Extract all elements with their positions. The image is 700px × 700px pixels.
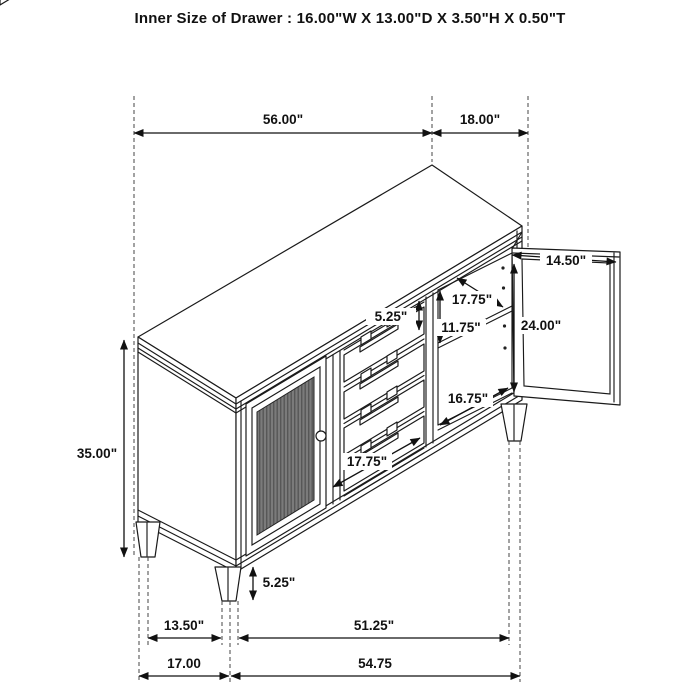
page-title: Inner Size of Drawer : 16.00"W X 13.00"D X 3.50"H X 0.50"T xyxy=(134,10,566,27)
cabinet-body xyxy=(138,165,522,572)
dim-label-overall-height: 35.00" xyxy=(76,446,118,461)
dim-label-1700: 17.00 xyxy=(167,656,201,671)
dim-label-shelf-height: 11.75" xyxy=(441,320,481,335)
dim-label-overall-width: 56.00" xyxy=(262,112,304,127)
door-knob xyxy=(316,431,326,441)
dim-label-inner-depth: 17.75" xyxy=(451,292,493,307)
dim-label-door-width: 14.50" xyxy=(545,253,587,268)
dim-label-overall-depth: 18.00" xyxy=(459,112,501,127)
dim-label-opening-height: 24.00" xyxy=(520,318,562,333)
dim-label-leg-height: 5.25" xyxy=(262,575,296,590)
leg-back-left xyxy=(136,522,160,557)
dim-label-drawer-width: 17.75" xyxy=(346,454,388,469)
dim-label-drawer-height: 5.25" xyxy=(374,309,408,324)
dim-label-5475: 54.75 xyxy=(358,656,392,671)
dim-label-5125: 51.25" xyxy=(353,618,395,633)
dim-label-1350: 13.50" xyxy=(163,618,205,633)
dim-label-inner-width: 16.75" xyxy=(447,391,489,406)
